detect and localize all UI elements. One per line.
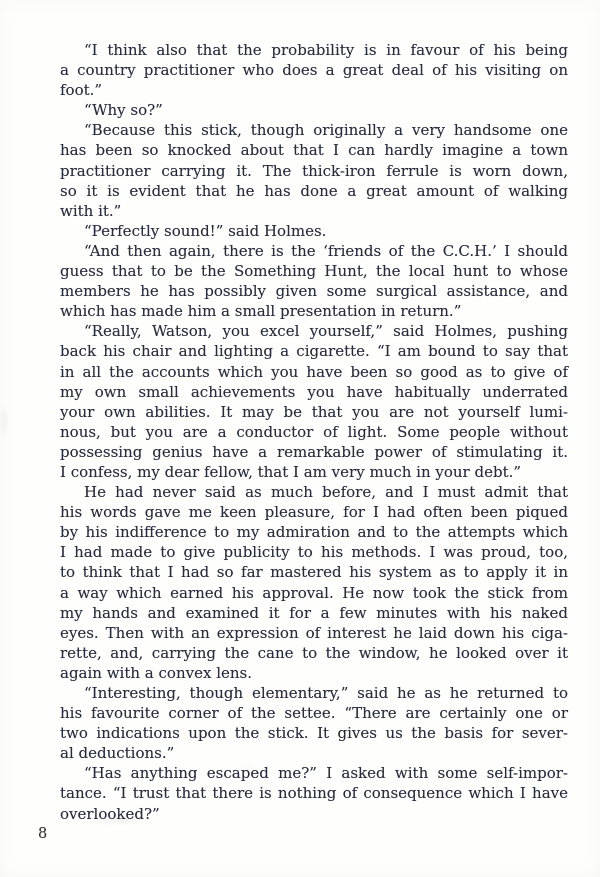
- text-line: “Really, Watson, you excel yourself,” said Holmes, pushing: [84, 322, 568, 341]
- text-line: by his indifference to my admiration and to the attempts which: [60, 523, 568, 542]
- text-line: in all the accounts which you have been so good as to give of: [60, 362, 568, 381]
- text-line: two indications upon the stick. It gives us the basis for sever-: [60, 724, 568, 743]
- page-number: 8: [38, 826, 48, 842]
- text-line: I confess, my dear fellow, that I am very much in your debt.”: [60, 462, 522, 481]
- text-line: “Has anything escaped me?” I asked with some self-impor-: [84, 764, 568, 783]
- scan-smudge: [96, 818, 140, 822]
- text-line: “Perfectly sound!” said Holmes.: [84, 221, 327, 240]
- text-line: “I think also that the probability is in favour of his being: [84, 41, 568, 59]
- text-line: He had never said as much before, and I must admit that: [84, 483, 568, 502]
- text-line: his favourite corner of the settee. “There are certainly one or: [60, 704, 568, 723]
- scan-smudge: [2, 408, 6, 434]
- text-line: guess that to be the Something Hunt, the local hunt to whose: [60, 262, 568, 281]
- text-line: rette, and, carrying the cane to the window, he looked over it: [60, 643, 568, 662]
- text-line: with it.”: [60, 201, 122, 220]
- text-line: so it is evident that he has done a great amount of walking: [60, 181, 568, 200]
- text-line: his words gave me keen pleasure, for I had often been piqued: [60, 503, 568, 522]
- text-line: my hands and examined it for a few minutes with his naked: [60, 603, 568, 622]
- text-line: to think that I had so far mastered his system as to apply it in: [60, 563, 568, 582]
- text-line: overlooked?”: [60, 804, 160, 823]
- text-line: again with a convex lens.: [60, 663, 252, 682]
- text-line: practitioner carrying it. The thick-iron ferrule is worn down,: [60, 161, 568, 180]
- text-line: a way which earned his approval. He now took the stick from: [60, 583, 568, 602]
- text-line: I had made to give publicity to his methods. I was proud, too,: [60, 543, 568, 562]
- text-column: [60, 40, 568, 824]
- text-line: eyes. Then with an expression of interest he laid down his ciga-: [60, 623, 568, 642]
- text-line: your own abilities. It may be that you are not yourself lumi-: [60, 402, 568, 421]
- scan-smudge: [242, 766, 252, 770]
- text-line: al deductions.”: [60, 744, 175, 763]
- text-line: possessing genius have a remarkable power of stimulating it.: [60, 442, 568, 461]
- text-line: back his chair and lighting a cigarette. “I am bound to say that: [60, 342, 568, 361]
- text-line: members he has possibly given some surgical assistance, and: [60, 282, 568, 301]
- text-line: “Why so?”: [84, 101, 163, 120]
- text-line: which has made him a small presentation in return.”: [60, 302, 462, 321]
- text-line: foot.”: [60, 81, 103, 100]
- text-line: my own small achievements you have habitually underrated: [60, 382, 568, 401]
- text-line: tance. “I trust that there is nothing of consequence which I have: [60, 784, 568, 803]
- text-line: a country practitioner who does a great deal of his visiting on: [60, 61, 568, 80]
- text-line: has been so knocked about that I can hardly imagine a town: [60, 141, 568, 160]
- text-line: “Because this stick, though originally a very handsome one: [84, 121, 568, 140]
- text-line: “And then again, there is the ‘friends of the C.C.H.’ I should: [84, 241, 568, 260]
- text-line: “Interesting, though elementary,” said he as he returned to: [84, 684, 568, 702]
- text-line: nous, but you are a conductor of light. Some people without: [60, 422, 568, 441]
